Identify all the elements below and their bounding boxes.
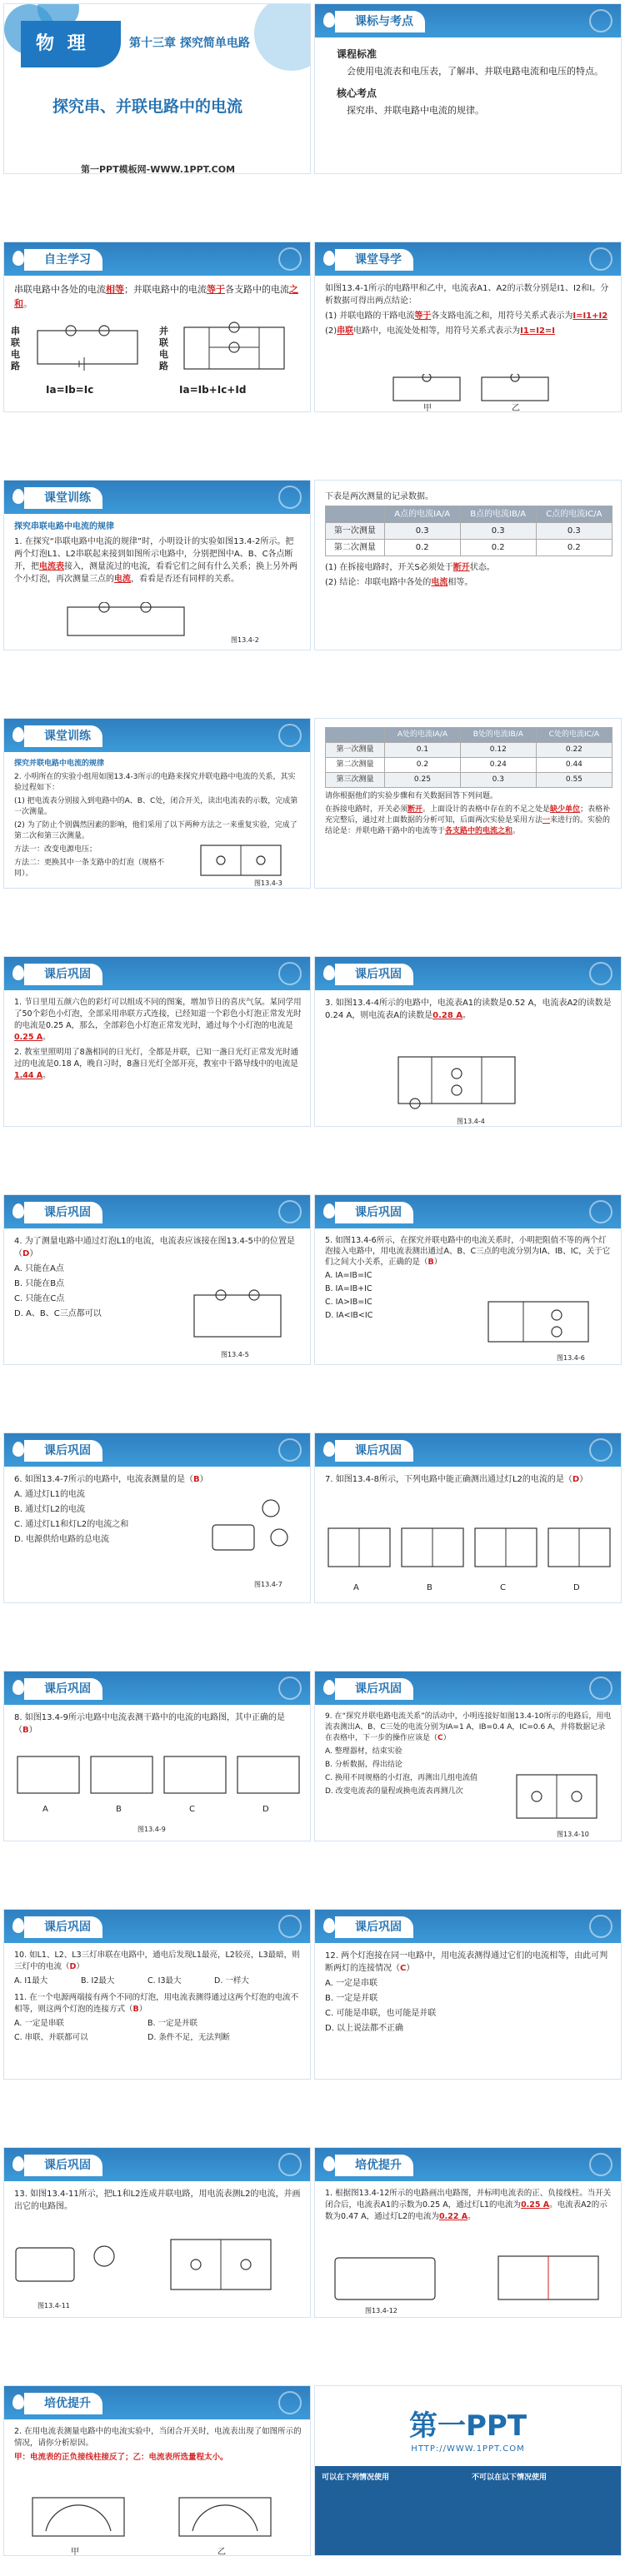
figure-caption: 图13.4-10: [557, 1831, 589, 1838]
option: B. 只能在B点: [14, 1279, 65, 1288]
slide-header: 自主学习: [24, 249, 102, 271]
parallel-label: 并联电路: [159, 326, 168, 371]
drop-icon: [12, 2156, 24, 2171]
site-text: 第一PPT模板网-WWW.1PPT.COM: [81, 164, 236, 174]
series-label: 串联电路: [11, 326, 20, 371]
options-11b: C. 串联、并联都可以 D. 条件不足，无法判断: [14, 2033, 230, 2042]
question-2: 2. 教室里照明用了8盏相同的日光灯，全都是并联，已知一盏日光灯正常发光时通过的电流是0.18 A，晚自习时，8盏日光灯全部开亮，教室中干路导线中的电流是1.44 A。: [14, 1048, 299, 1080]
subject-title: 物 理: [21, 21, 121, 67]
drop-icon: [323, 2156, 335, 2171]
train1-question: 1. 在探究“串联电路中电流的规律”时，小明设计的实验如图13.4-2所示。把两个灯泡L1、L2串联起来接到如图所示电路中，分别把图中A、B、C各点断开，把电流表接入，测量流过的电流，看看它们之间有什么关系；换上另外两个小灯泡，再次测量三点的电流，看看是否还有同样的关系。: [14, 537, 298, 584]
slide-question-10-11: [3, 1909, 311, 2080]
question-3: 3. 如图13.4-4所示的电路中，电流表A1的读数是0.52 A，电流表A2的读数是0.24 A，则电流表A的读数是0.28 A。: [325, 999, 612, 1020]
slide-header: 课堂训练: [24, 487, 102, 509]
figure-label-b: 乙: [512, 404, 520, 412]
slide-header: 课堂训练: [24, 725, 102, 747]
table1: A点的电流IA/A B点的电流IB/A C点的电流IC/A 第一次测量 0.3 0.3 0.3 第二次测量 0.2 0.2 0.2: [325, 506, 612, 556]
enrich-question-2: 2. 在用电流表测量电路中的电流实验中，当闭合开关时，电流表出现了如图所示的情况，请你分析原因。: [14, 2427, 302, 2448]
guide-circuit-figures: [390, 374, 557, 409]
table2-instruction: 请你根据他们的实验步骤和有关数据回答下列问题。: [325, 792, 498, 800]
option-label: D: [262, 1805, 269, 1814]
options-10: A. I1最大 B. I2最大 C. I3最大 D. 一样大: [14, 1976, 249, 1986]
figure-caption: 图13.4-7: [254, 1581, 282, 1588]
question-6: 6. 如图13.4-7所示的电路中，电流表测量的是（B）: [14, 1475, 208, 1484]
series-formula: Ia=Ib=Ic: [46, 384, 94, 396]
option: C. IA>IB=IC: [325, 1298, 372, 1307]
circle-decoration: [589, 1677, 612, 1700]
enrich-1-figures: [332, 2251, 607, 2304]
slide-consolidate-1: [3, 956, 311, 1127]
question-11: 11. 在一个电源两端接有两个不同的灯泡，用电流表测得通过这两个灯泡的电流不相等，则这两个灯泡的连接方式（B）: [14, 1993, 299, 2014]
figure-caption: 图13.4-6: [557, 1354, 585, 1362]
table2: A处的电流IA/A B处的电流IB/A C处的电流IC/A 第一次测量 0.1 0.12 0.22 第二次测量 0.2 0.24 0.44 第三次测量 0.25 0.3 0.55: [325, 727, 612, 788]
circle-decoration: [589, 247, 612, 271]
figure-caption: 图13.4-5: [221, 1351, 249, 1358]
core-title: 核心考点: [337, 87, 378, 99]
parallel-circuit-diagram: [176, 319, 301, 381]
circle-decoration: [589, 1438, 612, 1462]
option: A. 一定是串联: [325, 1979, 378, 1988]
drop-icon: [323, 1442, 335, 1457]
question-13: 13. 如图13.4-11所示，把L1和L2连成并联电路，用电流表测L2的电流，并画出它的电路图。: [14, 2190, 301, 2211]
drop-icon: [323, 965, 335, 980]
train1-subtitle: 探究串联电路中电流的规律: [14, 522, 114, 531]
usage-forbidden-title: 不可以在以下情况使用: [472, 2474, 548, 2482]
option: D. 电源供给电路的总电流: [14, 1535, 110, 1544]
option-label: B: [427, 1583, 432, 1592]
circle-decoration: [589, 9, 612, 32]
drop-icon: [323, 12, 335, 27]
train2-subtitle: 探究并联电路中电流的规律: [14, 760, 105, 768]
option: B. 分析数据，得出结论: [325, 1761, 402, 1769]
option: C. 通过灯L1和灯L2的电流之和: [14, 1520, 129, 1529]
question-4-circuit-figure: [188, 1288, 288, 1347]
standard-text: 会使用电流表和电压表，了解串、并联电路电流和电压的特点。: [347, 66, 603, 77]
drop-icon: [12, 965, 24, 980]
table-row: 第二次测量 0.2 0.24 0.44: [326, 758, 612, 773]
option: A. IA=IB=IC: [325, 1271, 372, 1280]
option: A. 只能在A点: [14, 1264, 64, 1273]
drop-icon: [12, 1203, 24, 1218]
slide-question-13: [3, 2147, 311, 2318]
option-label: C: [189, 1805, 195, 1814]
guide-conclusion-2: (2)串联电路中，电流处处相等，用符号关系式表示为I1=I2=I: [325, 326, 556, 336]
slide-advert: [314, 2385, 622, 2556]
brand-url[interactable]: HTTP://WWW.1PPT.COM: [411, 2444, 525, 2454]
slide-enrich-2: [3, 2385, 311, 2556]
chapter-title: 第十三章 探究简单电路: [129, 37, 250, 50]
circle-decoration: [278, 2153, 302, 2176]
question-8: 8. 如图13.4-9所示电路中电流表测干路中的电流的电路图，其中正确的是（B）: [14, 1713, 285, 1735]
option: A. 通过灯L1的电流: [14, 1490, 85, 1499]
circle-decoration: [278, 247, 302, 271]
slide-header: 课后巩固: [335, 1678, 413, 1700]
circle-decoration: [278, 486, 302, 509]
circle-decoration: [589, 2153, 612, 2176]
slide-question-12: [314, 1909, 622, 2080]
option: C. 可能是串联，也可能是并联: [325, 2009, 437, 2018]
usage-bar: [315, 2466, 621, 2556]
train2-question: 2. 小明所在的实验小组用如图13.4-3所示的电路来探究并联电路中电流的关系，其实验过程如下：: [14, 773, 296, 792]
question-5: 5. 如图13.4-6所示，在探究并联电路中的电流关系时，小明把阻值不等的两个灯泡接入电路中，用电流表测出通过A、B、C三点的电流分别为IA、IB、IC，关于它们之间大小关系，正确的是（B）: [325, 1236, 611, 1267]
circle-decoration: [278, 1438, 302, 1462]
figure-caption: 图13.4-9: [138, 1826, 166, 1833]
option-label: D: [573, 1583, 580, 1592]
brand-logo: 第一PPT: [408, 2409, 528, 2443]
slide-goals: [314, 3, 622, 174]
question-3-circuit-figure: [390, 1049, 523, 1115]
circle-decoration: [589, 962, 612, 985]
lesson-title: 探究串、并联电路中的电流: [52, 97, 243, 116]
question-1: 1. 节日里用五颜六色的彩灯可以组成不同的图案，增加节日的喜庆气氛。某同学用了50个彩色小灯泡，全部采用串联方式连接，已经知道一个彩色小灯泡正常发光时的电流是0.25 A，那么，全部彩色小灯泡正常发光时，通过每个小灯泡的电流是0.25 A。: [14, 998, 302, 1042]
drop-icon: [12, 251, 24, 266]
table-row: 第三次测量 0.25 0.3 0.55: [326, 773, 612, 788]
table-row: 第一次测量 0.3 0.3 0.3: [326, 523, 612, 540]
figure-caption: 图13.4-12: [365, 2307, 398, 2314]
train1-circuit-figure: [62, 602, 196, 644]
slide-cover: [3, 3, 311, 174]
circle-decoration: [589, 1915, 612, 1938]
circle-decoration: [278, 2391, 302, 2414]
guide-conclusion-1: (1) 并联电路的干路电流等于各支路电流之和，用符号关系式表示为I=I1+I2: [325, 311, 608, 321]
option: D. A、B、C三点都可以: [14, 1309, 102, 1318]
circle-decoration: [278, 1915, 302, 1938]
drop-icon: [12, 2394, 24, 2409]
option-label: A: [42, 1805, 48, 1814]
drop-icon: [323, 251, 335, 266]
core-text: 探究串、并联电路中电流的规律。: [347, 105, 484, 116]
slide-header: 课后巩固: [335, 1202, 413, 1223]
question-13-figures: [12, 2231, 304, 2298]
slide-header: 课后巩固: [24, 1440, 102, 1462]
figure-label-a: 甲: [71, 2548, 79, 2556]
slide-header: 课后巩固: [335, 964, 413, 985]
option-label: B: [116, 1805, 122, 1814]
self-study-text: 串联电路中各处的电流相等；并联电路中的电流等于各支路中的电流之和。: [14, 284, 298, 309]
figure-label-b: 乙: [218, 2548, 226, 2556]
slide-header: 课堂导学: [335, 249, 413, 271]
circle-decoration: [278, 724, 302, 747]
circle-decoration: [278, 1677, 302, 1700]
drop-icon: [323, 1203, 335, 1218]
figure-label-a: 甲: [423, 404, 432, 412]
slide-header: 课后巩固: [24, 964, 102, 985]
question-12: 12. 两个灯泡接在同一电路中，用电流表测得通过它们的电流相等，由此可判断两灯的连接情况（C）: [325, 1951, 608, 1973]
train2-step2: (2) 为了防止个别偶然因素的影响，他们采用了以下两种方法之一来重复实验，完成了第二次和第三次测量。: [14, 821, 298, 840]
train2-method1: 方法一：改变电源电压；: [14, 845, 98, 854]
train1-figure-caption: 图13.4-2: [231, 636, 259, 644]
slide-header: 课后巩固: [335, 1916, 413, 1938]
slide-question-7: [314, 1432, 622, 1603]
slide-table-1: [314, 480, 622, 650]
slide-question-8: [3, 1671, 311, 1841]
option: D. 以上说法都不正确: [325, 2024, 404, 2033]
slide-question-6: [3, 1432, 311, 1603]
option: B. 一定是并联: [325, 1994, 378, 2003]
slide-header: 课标与考点: [335, 11, 425, 32]
option: B. IA=IB+IC: [325, 1284, 372, 1293]
slide-enrich-1: [314, 2147, 622, 2318]
circle-decoration: [278, 1200, 302, 1223]
slide-header: 课后巩固: [24, 1916, 102, 1938]
drop-icon: [12, 489, 24, 504]
drop-icon: [323, 1918, 335, 1933]
slide-header: 课后巩固: [24, 1202, 102, 1223]
slide-header: 课后巩固: [24, 1678, 102, 1700]
parallel-formula: Ia=Ib+Ic+Id: [179, 384, 247, 396]
slide-consolidate-2: [314, 956, 622, 1127]
table-row: 第一次测量 0.1 0.12 0.22: [326, 743, 612, 758]
drop-icon: [12, 1680, 24, 1695]
train2-figure-caption: 图13.4-3: [254, 879, 282, 887]
figure-caption: 图13.4-4: [457, 1118, 485, 1125]
table1-q1: (1) 在拆接电路时，开关S必须处于断开状态。: [325, 563, 495, 572]
question-9: 9. 在“探究并联电路电流关系”的活动中，小明连接好如图13.4-10所示的电路后，用电流表测出A、B、C三处的电流分别为IA=1 A，IB=0.4 A，IC=0.6 A，并将数据记录在表格中，下一步的操作应该是（C）: [325, 1712, 612, 1742]
figure-caption: 图13.4-11: [38, 2302, 70, 2309]
slide-guide: [314, 242, 622, 412]
enrich-2-meters: [29, 2494, 279, 2541]
slide-question-5: [314, 1194, 622, 1365]
drop-icon: [12, 1442, 24, 1457]
option: B. 通过灯L2的电流: [14, 1505, 86, 1514]
usage-allowed-title: 可以在下列情况使用: [322, 2474, 390, 2482]
circle-decoration: [278, 962, 302, 985]
option: C. 换用不同规格的小灯泡，再测出几组电流值: [325, 1774, 478, 1782]
slide-train-1: [3, 480, 311, 650]
enrich-answer-2: 甲：电流表的正负接线柱接反了；乙：电流表所选量程太小。: [14, 2453, 228, 2462]
enrich-question-1: 1. 根据图13.4-12所示的电路画出电路图，并标明电流表的正、负接线柱。当开关闭合后，电流表A1的示数为0.25 A，通过灯L1的电流为0.25 A。电流表A2的示数为0.47 A，通过灯L2的电流为0.22 A。: [325, 2189, 612, 2221]
table-row: 第二次测量 0.2 0.2 0.2: [326, 540, 612, 556]
option-label: A: [353, 1583, 359, 1592]
question-4: 4. 为了测量电路中通过灯泡L1的电流，电流表应该接在图13.4-5中的位置是（D）: [14, 1237, 295, 1258]
circle-decoration: [589, 1200, 612, 1223]
option: C. 只能在C点: [14, 1294, 65, 1303]
options-11a: A. 一定是串联 B. 一定是并联: [14, 2019, 198, 2028]
question-5-circuit-figure: [482, 1295, 598, 1350]
slide-table-2: [314, 718, 622, 889]
guide-intro: 如图13.4-1所示的电路甲和乙中，电流表A1、A2的示数分别是I1、I2和I。分析数据可得出两点结论：: [325, 284, 609, 306]
slide-header: 课后巩固: [24, 2155, 102, 2176]
question-9-circuit-figure: [512, 1770, 603, 1828]
slide-self-study: [3, 242, 311, 412]
drop-icon: [323, 1680, 335, 1695]
slide-header: 课后巩固: [335, 1440, 413, 1462]
slide-question-9: [314, 1671, 622, 1841]
table2-answer: 在拆接电路时，开关必须断开。上面设计的表格中存在的不足之处是缺少单位；表格补充完整后，通过对上面数据的分析可知，后面两次实验是采用方法一来进行的。实验的结论是：并联电路干路中的电流等于各支路中的电流之和。: [325, 805, 611, 835]
option-label: C: [500, 1583, 506, 1592]
question-6-apparatus-figure: [204, 1492, 296, 1567]
question-7: 7. 如图13.4-8所示，下列电路中能正确测出通过灯L2的电流的是（D）: [325, 1475, 588, 1484]
drop-icon: [12, 1918, 24, 1933]
question-7-circuit-options: [325, 1520, 612, 1578]
slide-header: 培优提升: [24, 2393, 102, 2414]
train2-method2: 方法二：更换其中一条支路中的灯泡（规格不同）。: [14, 859, 165, 878]
question-8-circuit-options: [14, 1751, 302, 1801]
drop-icon: [12, 727, 24, 742]
train2-circuit-figure: [196, 842, 288, 880]
slide-train-2: [3, 718, 311, 889]
standard-title: 课程标准: [337, 48, 378, 60]
option: D. IA<IB<IC: [325, 1311, 373, 1320]
question-10: 10. 如L1、L2、L3三灯串联在电路中，通电后发现L1最亮，L2较亮，L3最暗，则三灯中的电流（D）: [14, 1951, 300, 1971]
train2-step1: (1) 把电流表分别接入到电路中的A、B、C处，闭合开关，读出电流表的示数，完成第一次测量。: [14, 797, 298, 816]
table1-q2: (2) 结论：串联电路中各处的电流相等。: [325, 578, 473, 587]
option: A. 整理器材，结束实验: [325, 1747, 402, 1756]
slide-header: 培优提升: [335, 2155, 413, 2176]
option: D. 改变电流表的量程或换电流表再测几次: [325, 1787, 463, 1796]
slide-question-4: [3, 1194, 311, 1365]
series-circuit-diagram: [29, 322, 154, 372]
table1-intro: 下表是两次测量的记录数据。: [325, 492, 433, 501]
